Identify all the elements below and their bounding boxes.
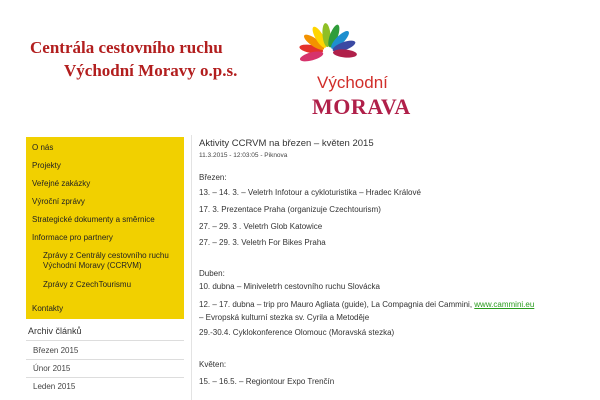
column-divider: [191, 135, 192, 400]
event-item: 27. – 29. 3 . Veletrh Glob Katowice: [199, 222, 323, 231]
article-title[interactable]: Aktivity CCRVM na březen – květen 2015: [199, 138, 374, 149]
flower-icon: [298, 22, 358, 72]
event-item: 15. – 16.5. – Regiontour Expo Trenčín: [199, 377, 335, 386]
article-meta: 11.3.2015 - 12:03:05 - Piknova: [199, 152, 288, 159]
event-item: 17. 3. Prezentace Praha (organizuje Czechtourism): [199, 205, 381, 214]
event-text: 12. – 17. dubna – trip pro Mauro Agliata (guide), La Compagnia dei Cammini,: [199, 300, 475, 309]
nav-item-o-nas[interactable]: O nás: [32, 143, 54, 152]
nav-item-projekty[interactable]: Projekty: [32, 161, 61, 170]
event-item: 13. – 14. 3. – Veletrh Infotour a cykloturistika – Hradec Králové: [199, 188, 421, 197]
nav-subitem-zpravy-ccrvm[interactable]: Zprávy z Centrály cestovního ruchu Východní Moravy (CCRVM): [43, 251, 169, 270]
nav-item-verejne-zakazky[interactable]: Veřejné zakázky: [32, 179, 91, 188]
event-item: 10. dubna – Miniveletrh cestovního ruchu Slovácka: [199, 282, 380, 291]
event-item-trip: [199, 300, 534, 309]
event-item-continuation: – Evropská kulturní stezka sv. Cyrila a Metoděje: [199, 313, 370, 322]
vychodni-morava-logo[interactable]: [292, 22, 432, 119]
sidebar-nav: [26, 137, 184, 319]
event-item: 29.-30.4. Cyklokonference Olomouc (Moravská stezka): [199, 328, 395, 337]
site-title-line2: Východní Moravy o.p.s.: [64, 61, 238, 80]
divider: [26, 340, 184, 341]
archive-item-brezen-2015[interactable]: Březen 2015: [33, 346, 79, 355]
divider: [26, 359, 184, 360]
site-title[interactable]: [30, 36, 237, 82]
logo-text-vychodni: Východní: [317, 73, 388, 92]
archive-item-unor-2015[interactable]: Únor 2015: [33, 364, 71, 373]
nav-item-informace-pro-partnery[interactable]: Informace pro partnery: [32, 233, 113, 242]
nav-item-vyrocni-zpravy[interactable]: Výroční zprávy: [32, 197, 85, 206]
nav-item-strategicke-dokumenty[interactable]: Strategické dokumenty a směrnice: [32, 215, 155, 224]
logo-text-morava: MORAVA: [312, 94, 411, 119]
nav-item-kontakty[interactable]: Kontakty: [32, 304, 64, 313]
site-title-line1: Centrála cestovního ruchu: [30, 38, 223, 57]
archive-item-leden-2015[interactable]: Leden 2015: [33, 382, 76, 391]
cammini-link[interactable]: www.cammini.eu: [474, 300, 535, 309]
divider: [26, 377, 184, 378]
section-heading-kveten: Květen:: [199, 360, 227, 369]
section-heading-brezen: Březen:: [199, 173, 227, 182]
section-heading-duben: Duben:: [199, 269, 225, 278]
nav-subitem-zpravy-czechtourism[interactable]: Zprávy z CzechTourismu: [43, 280, 132, 289]
archive-title: Archiv článků: [28, 326, 82, 336]
event-item: 27. – 29. 3. Veletrh For Bikes Praha: [199, 238, 326, 247]
